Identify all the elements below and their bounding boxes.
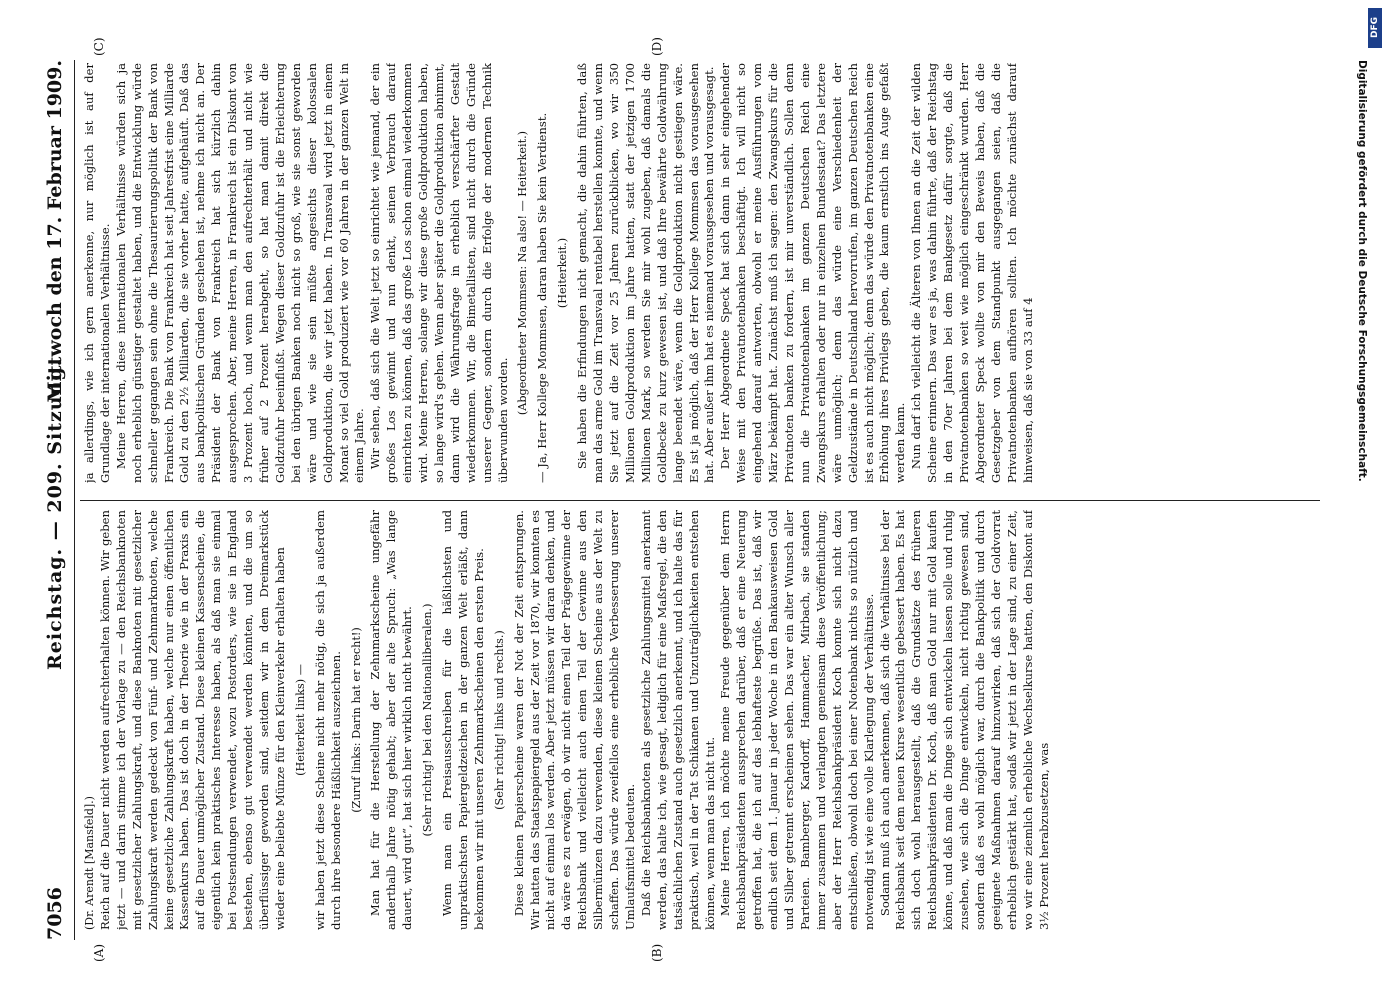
paragraph: Sie haben die Erfindungen nicht gemacht, die dahin führten, daß man das arme Gold im Transvaal rentabel herstellen konnte, und wenn Sie jetzt auf die Zeit vor 25 Jahren zurückblicken, wo wir 350 Millionen Goldproduktion im Jahre hatten, statt der jetzigen 1700 Millionen Mark, so werden Sie mir wohl zugeben, daß damals die Goldbecke zu kurz gewesen ist, und daß Ihre bewährte Goldwährung lange beendet wäre, wenn die Goldproduktion nicht gestiegen wäre. Es ist ja möglich, daß der Herr Kollege Mommsen das vorausgesehen hat. Aber außer ihm hat es niemand vorausgesehen und vorausgesagt. bbox=[575, 63, 717, 483]
speaker-running-head: (Dr. Arendt [Mansfeld].) bbox=[83, 796, 96, 930]
page-header bbox=[44, 60, 70, 940]
column-divider bbox=[80, 500, 1320, 501]
paragraph: Wenn man ein Preisausschreiben für die häßlichsten und unpraktischsten Papiergeldzeichen in der ganzen Welt erläßt, dann bekommen wir mit unseren Zehnmarkscheinen den ersten Preis. bbox=[440, 510, 486, 930]
paragraph: Man hat für die Herstellung der Zehnmarkscheine ungefähr anderthalb Jahre nötig gehabt; aber der alte Spruch: „Was lange dauert, wird gut“, hat sich hier wirklich nicht bewährt. bbox=[368, 510, 415, 930]
margin-marker-c: (C) bbox=[92, 37, 106, 56]
paragraph: Reich auf die Dauer nicht werden aufrechterhalten können. Wir geben jetzt — und darin stimme ich der Vorlage zu — den Reichsbanknoten mit gesetzlicher Zahlungskraft, und diese Banknoten mit gesetzlicher Zahlungskraft werden gedeckt von Fünf- und Zehnmarknoten, welche keine gesetzliche Zahlungskraft haben, welche nur einen öffentlichen Kassenkurs haben. Das ist doch in der Theorie wie in der Praxis ein auf die Dauer unmöglicher Zustand. Diese kleinen Kassenscheine, die eigentlich kein praktisches Interesse haben, als daß man sie einmal bei Postsendungen verwendet, wozu Postorders, wie sie in England bestehen, ebenso gut verwendet werden könnten, und die um so überflüssiger geworden sind, seitdem wir in dem Dreimarkstück wieder eine beliebte Münze für den Kleinverkehr erhalten haben bbox=[97, 510, 287, 930]
left-column bbox=[82, 510, 1317, 930]
paragraph: ja allerdings, wie ich gern anerkenne, nur möglich ist auf der Grundlage der internationalen Verhältnisse. bbox=[82, 63, 112, 483]
interjection: (Heiterkeit.) bbox=[556, 237, 570, 309]
interjection: (Heiterkeit links) — bbox=[293, 664, 307, 776]
right-column bbox=[82, 63, 1317, 483]
session-date: Mittwoch den 17. Februar 1909. bbox=[44, 60, 66, 403]
interjection: (Zuruf links: Darin hat er recht!) bbox=[349, 627, 363, 813]
paragraph: wir haben jetzt diese Scheine nicht mehr nötig, die sich ja außerdem durch ihre besondere Häßlichkeit auszeichnen. bbox=[312, 510, 343, 930]
interjection: (Abgeordneter Mommsen: Na also! — Heiterkeit.) bbox=[516, 130, 530, 416]
dfg-logo: DFG bbox=[1368, 8, 1382, 48]
paragraph: Wir sehen, daß sich die Welt jetzt so einrichtet wie jemand, der ein großes Los gewinnt und nun denkt, seinen Verbrauch darauf einrichten zu können, daß das große Los schon einmal wiederkommen wird. Meine Herren, solange wir diese große Goldproduktion haben, so lange wird's gehen. Wenn aber später die Goldproduktion abnimmt, dann wird die Währungsfrage in erheblich verschärfter Gestalt wiederkommen. Wir, die Bimetallisten, sind nicht durch die Gründe unserer Gegner, sondern durch die Erfolge der modernen Technik überwunden worden. bbox=[368, 63, 510, 483]
paragraph: Meine Herren, ich möchte meine Freude gegenüber dem Herrn Reichsbankpräsidenten aussprechen darüber, daß er eine Neuerung getroffen hat, die ich auf das lebhafteste begrüße. Das ist, daß wir endlich seit dem 1. Januar in jeder Woche in den Bankausweisen Gold und Silber getrennt erscheinen sehen. Das war ein alter Wunsch aller Parteien. Bamberger, Kardorff, Hammacher, Mirbach, sie standen immer zusammen und verlangten gemeinsam diese Veröffentlichung; aber der Herr Reichsbankpräsident Koch konnte sich nicht dazu entschließen, obwohl doch bei einer Notenbank nichts so nützlich und notwendig ist wie eine volle Klarlegung der Verhältnisse. bbox=[718, 510, 876, 930]
page-number: 7056 bbox=[44, 887, 66, 940]
paragraph: Sodann muß ich auch anerkennen, daß sich die Verhältnisse bei der Reichsbank seit dem neuen Kurse wesentlich gebessert haben. Es hat sich doch wohl herausgestellt, daß die Grundsätze des früheren Reichsbankpräsidenten Dr. Koch, daß man Gold nur mit Gold kaufen könne, und daß man die Dinge sich entwickeln lassen solle und ruhig zusehen, wie sich die Dinge entwickeln, nicht richtig gewesen sind, sondern daß es wohl möglich war, durch die Bankpolitik und durch geeignete Maßnahmen darauf hinzuwirken, daß sich der Goldvorrat erheblich gestärkt hat, sodaß wir jetzt in der Lage sind, zu einer Zeit, wo wir eine ziemlich erhebliche Wechselkurse hatten, den Diskont auf 3½ Prozent herabzusetzen, was bbox=[877, 510, 1051, 930]
margin-marker-d: (D) bbox=[650, 37, 664, 56]
margin-marker-b: (B) bbox=[650, 943, 664, 962]
paragraph: — Ja, Herr Kollege Mommsen, daran haben Sie kein Verdienst. bbox=[535, 112, 550, 483]
interjection: (Sehr richtig! links und rechts.) bbox=[492, 630, 506, 810]
paragraph: Diese kleinen Papierscheine waren der Not der Zeit entsprungen. Wir hatten das Staatspapiergeld aus der Zeit vor 1870, wir konnten es nicht auf einmal los werden. Aber jetzt müssen wir daran denken, und da wäre es zu erwägen, ob wir nicht einen Teil der Prägegewinne der Reichsbank und vielleicht auch einen Teil der Gewinne aus den Silbermünzen dazu verwenden, diese kleinen Scheine aus der Welt zu schaffen. Das würde zweifellos eine erhebliche Verbesserung unserer Umlaufsmittel bedeuten. bbox=[511, 510, 637, 930]
paragraph: Der Herr Abgeordnete Speck hat sich dann in sehr eingehender Weise mit den Privatnotenbanken beschäftigt. Ich will nicht so eingehend darauf antworten, obwohl er meine Ausführungen vom März bekämpft hat. Zunächst muß ich sagen: den Zwangskurs für die Privatnoten banken zu fordern, ist mir unverständlich. Sollen denn nun die Privatnotenbanken im ganzen Deutschen Reich eine Zwangskurs erhalten oder nur in einzelnen Bundesstaat? Das letztere wäre unmöglich; denn das würde eine Verschiedenheit der Geldzustände in Deutschland hervorrufen, im ganzen Deutschen Reich ist es auch nicht möglich; denn das würde den Privatnotenbanken eine Erhöhung ihres Privilegs geben, die kaum ernstlich ins Auge gefaßt werden kann. bbox=[718, 63, 908, 483]
paragraph: Daß die Reichsbanknoten als gesetzliche Zahlungsmittel anerkannt werden, das halte ich, wie gesagt, lediglich für eine Maßregel, die den tatsächlichen Zustand auch gesetzlich anerkennt, und ich halte das für praktisch, weil in der Tat Schikanen und Unzuträglichkeiten entstehen können, wenn man das nicht tut. bbox=[638, 510, 717, 930]
interjection: (Sehr richtig! bei den Nationalliberalen.) bbox=[421, 603, 435, 837]
header-rule bbox=[74, 60, 75, 940]
digitization-note: Digitalisierung gefördert durch die Deutsche Forschungsgemeinschaft. bbox=[1356, 60, 1368, 482]
session-title: Reichstag. — 209. Sitzung. bbox=[44, 358, 66, 670]
paragraph: Meine Herren, diese internationalen Verhältnisse würden sich ja noch erheblich günstiger gestaltet haben, und die Entwicklung würde schneller gegangen sein ohne die Thesaurierungspolitik der Bank von Frankreich. Die Bank von Frankreich hat seit Jahresfrist eine Milliarde Gold zu den 2½ Milliarden, die sie vorher hatte, aufgehäuft. Daß das aus bankpolitischen Gründen geschehen ist, nehme ich nicht an. Der Präsident der Bank von Frankreich hat sich kürzlich dahin ausgesprochen. Aber, meine Herren, in Frankreich ist ein Diskont von 3 Prozent hoch, und wenn man den aufrechterhält und nicht wie früher auf 2 Prozent herabgeht, so hat man damit direkt die Goldzufuhr beeinflußt. Wegen dieser Goldzufuhr ist die Erleichterung bei den übrigen Banken noch nicht so groß, wie sie sonst geworden wäre und wie sie sein müßte angesichts dieser kolossalen Goldproduktion, die wir jetzt haben. In Transvaal wird jetzt in einem Monat so viel Gold produziert wie vor 60 Jahren in der ganzen Welt in einem Jahre. bbox=[113, 63, 367, 483]
margin-marker-a: (A) bbox=[92, 943, 106, 962]
paragraph: Nun darf ich vielleicht die Älteren von Ihnen an die Zeit der wilden Scheine erinnern. Das war es ja, was dahin führte, daß der Reichstag in den 70er Jahren bei dem Bankgesetz dafür sorgte, daß die Privatnotenbanken so weit wie möglich eingeschränkt wurden. Herr Abgeordneter Speck wollte von mir den Beweis haben, daß die Gesetzgeber von dem Standpunkt ausgegangen seien, daß die Privatnotenbanken aufhören sollten. Ich möchte zunächst darauf hinweisen, daß sie von 33 auf 4 bbox=[909, 63, 1035, 483]
